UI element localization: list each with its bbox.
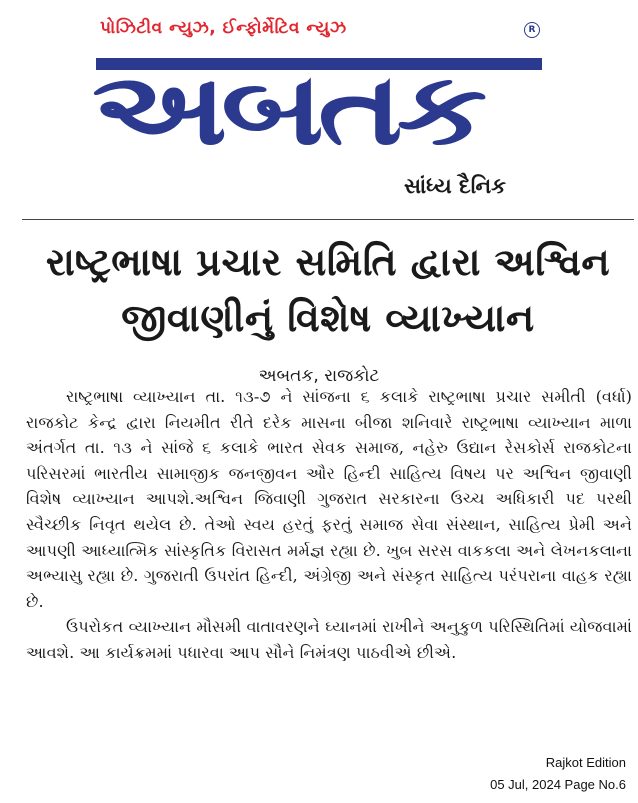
article-paragraph: રાષ્ટ્રભાષા વ્યાખ્યાન તા. ૧૩-૭ ને સાંજના ૬ કલાકે રાષ્ટ્રભાષા પ્રચાર સમીતી (વર્ધા) રાજકોટ કેન્દ્ર દ્વારા નિયમીત રીતે દરેક માસના બીજા શનિવારે રાષ્ટ્રભાષા વ્યાખ્યાન માળા અંતર્ગત તા. ૧૩ ને સાંજે ૬ કલાકે ભારત સેવક સમાજ, નહેરુ ઉદ્યાન રેસકોર્સ રાજકોટના પરિસરમાં ભારતીય સામાજીક જનજીવન ઔર હિન્દી સાહિત્ય વિષય પર અશ્વિન જીવાણી વિશેષ વ્યાખ્યાન આપશે.અશ્વિન જિવાણી ગુજરાત સરકારના ઉચ્ચ અધિકારી પદ પરથી સ્વૈચ્છીક નિવૃત થયેલ છે. તેઓ સ્વય હરતું ફરતું સમાજ સેવા સંસ્થાન, સાહિત્ય પ્રેમી અને આપણી આધ્યાત્મિક સાંસ્કૃતિક વિરાસત મર્મજ્ઞ રહ્યા છે. ખુબ સરસ વાકકલા અને લેખનકલાના અભ્યાસુ રહ્યા છે. ગુજરાતી ઉપરાંત હિન્દી, અંગ્રેજી અને સંસ્કૃત સાહિત્ય પરંપરાના વાહક રહ્યા છે. (26, 387, 632, 611)
masthead-subbrand: સાંધ્ય દૈનિક (404, 174, 506, 198)
article-body (26, 384, 632, 666)
masthead (0, 0, 638, 218)
article-paragraph: ઉપરોકત વ્યાખ્યાન મૌસમી વાતાવરણને ઘ્યાનમાં રાખીને અનુકુળ પરિસ્થિતિમાં યોજવામાં આવશે. આ કાર્યક્રમમાં પધારવા આપ સૌને નિમંત્રણ પાઠવીએ છીએ. (26, 617, 632, 662)
masthead-divider (22, 219, 634, 220)
registered-trademark-icon: R (524, 22, 540, 38)
newspaper-logo: અબતક (92, 55, 482, 165)
edition-date-page: 05 Jul, 2024 Page No.6 (490, 777, 626, 792)
edition-info (490, 752, 626, 796)
masthead-tagline: પોઝિટીવ ન્યુઝ, ઈન્ફોર્મેટિવ ન્યુઝ (100, 18, 347, 38)
article-dateline: અબતક, રાજકોટ (258, 366, 380, 386)
edition-name: Rajkot Edition (545, 755, 626, 770)
article-headline-line-1: રાષ્ટ્રભાષા પ્રચાર સમિતિ દ્વારા અશ્વિન (45, 240, 611, 284)
article-headline-line-2: જીવાણીનું વિશેષ વ્યાખ્યાન (121, 296, 535, 340)
